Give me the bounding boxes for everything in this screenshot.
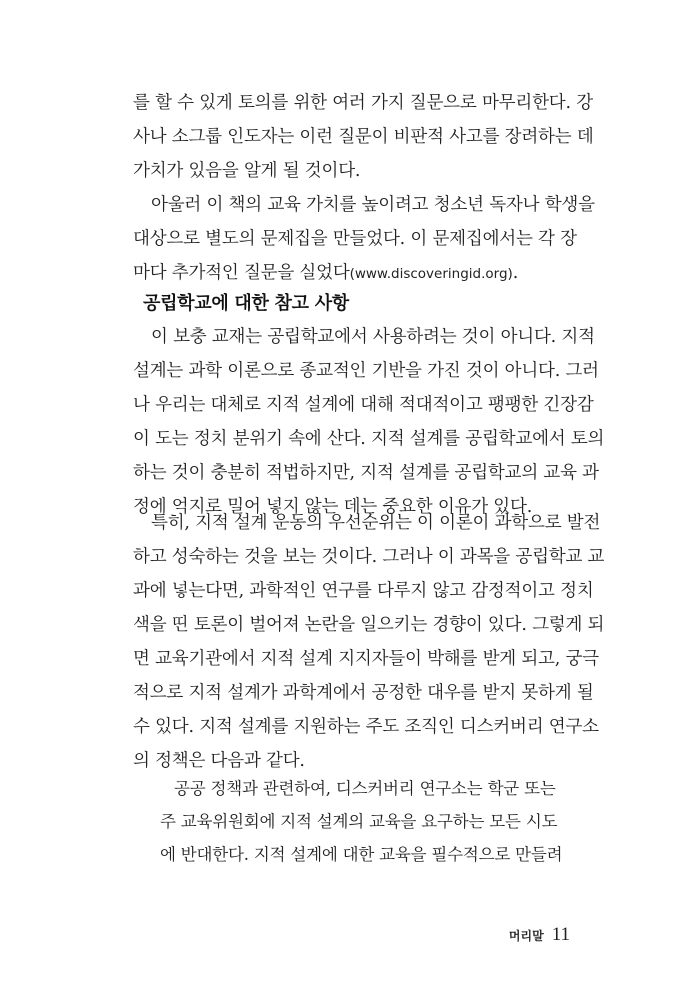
workbook-line-2: 대상으로 별도의 문제집을 만들었다. 이 문제집에서는 각 장 <box>133 229 577 249</box>
para2-line-3: 과에 넣는다면, 과학적인 연구를 다루지 않고 감정적이고 정치 <box>133 581 594 601</box>
workbook-line-3-text: 마다 추가적인 질문을 실었다 <box>133 263 350 283</box>
workbook-line-3-tail: . <box>512 263 519 283</box>
para2-line-2: 하고 성숙하는 것을 보는 것이다. 그러나 이 과목을 공립학교 교 <box>133 547 605 567</box>
para2-line-7: 수 있다. 지적 설계를 지원하는 주도 조직인 디스커버리 연구소 <box>133 717 599 737</box>
section-heading: 공립학교에 대한 참고 사항 <box>143 293 349 314</box>
para1-line-1: 이 보충 교재는 공립학교에서 사용하려는 것이 아니다. 지적 <box>151 327 595 347</box>
quote-line-2: 주 교육위원회에 지적 설계의 교육을 요구하는 모든 시도 <box>160 812 558 831</box>
intro-line-1: 를 할 수 있게 토의를 위한 여러 가지 질문으로 마무리한다. 강 <box>133 93 593 113</box>
running-footer-label: 머리말 <box>508 929 544 943</box>
intro-line-3: 가치가 있음을 알게 될 것이다. <box>133 161 361 181</box>
page-number: 11 <box>551 924 570 945</box>
para2-line-5: 면 교육기관에서 지적 설계 지지자들이 박해를 받게 되고, 궁극 <box>133 649 599 669</box>
public-school-paragraph <box>133 320 605 524</box>
para1-line-2: 설계는 과학 이론으로 종교적인 기반을 가진 것이 아니다. 그러 <box>133 361 599 381</box>
para1-line-6: 정에 억지로 밀어 넣지 않는 데는 중요한 이유가 있다. <box>133 497 533 517</box>
para2-line-1: 특히, 지적 설계 운동의 우선순위는 이 이론이 과학으로 발전 <box>151 513 601 533</box>
workbook-line-3 <box>133 256 573 290</box>
para1-line-3: 나 우리는 대체로 지적 설계에 대해 적대적이고 팽팽한 긴장감 <box>133 395 594 415</box>
para1-line-4: 이 도는 정치 분위기 속에 산다. 지적 설계를 공립학교에서 토의 <box>133 429 605 449</box>
para2-line-8: 의 정책은 다음과 같다. <box>133 751 305 771</box>
intro-line-2: 사나 소그룹 인도자는 이런 질문이 비판적 사고를 장려하는 데 <box>133 127 594 147</box>
workbook-paragraph <box>133 188 595 290</box>
para1-line-5: 하는 것이 충분히 적법하지만, 지적 설계를 공립학교의 교육 과 <box>133 463 599 483</box>
policy-quote <box>160 772 563 871</box>
quote-line-3: 에 반대한다. 지적 설계에 대한 교육을 필수적으로 만들려 <box>160 845 563 864</box>
quote-line-1: 공공 정책과 관련하여, 디스커버리 연구소는 학군 또는 <box>174 779 556 798</box>
page-footer <box>509 924 570 946</box>
website-url: (www.discoveringid.org) <box>349 266 513 282</box>
intro-paragraph <box>133 86 594 188</box>
priority-paragraph <box>133 506 605 778</box>
para2-line-4: 색을 띤 토론이 벌어져 논란을 일으키는 경향이 있다. 그렇게 되 <box>133 615 605 635</box>
para2-line-6: 적으로 지적 설계가 과학계에서 공정한 대우를 받지 못하게 될 <box>133 683 594 703</box>
workbook-line-1: 아울러 이 책의 교육 가치를 높이려고 청소년 독자나 학생을 <box>151 195 595 215</box>
